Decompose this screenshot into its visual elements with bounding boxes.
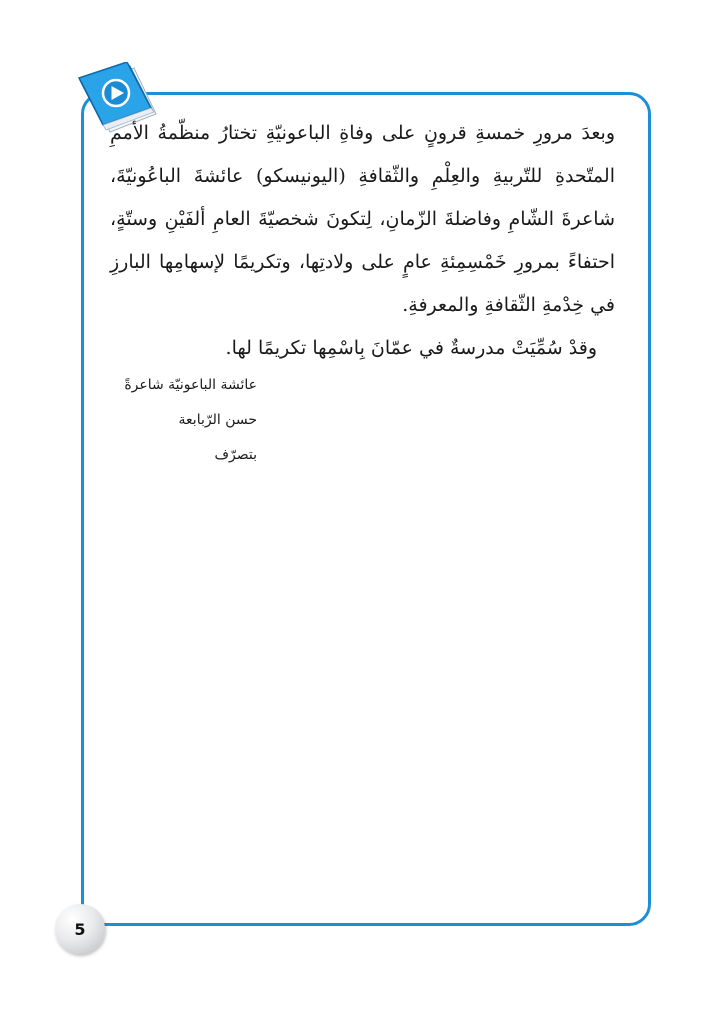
source-author: حسن الرّبابعة [178, 412, 257, 428]
source-note: بتصرّف [214, 447, 257, 463]
paragraph-unesco: وبعدَ مرورِ خمسةِ قرونٍ على وفاةِ الباعونيّةِ تختارُ منظّمةُ الأممِ المتّحدةِ للتّربيةِ والعِلْمِ والثّقافةِ (اليونيسكو) عائشةَ الباعُونيّةَ، شاعرةَ الشّامِ وفاضلةَ الزّمانِ، لِتكونَ شخصيّةَ العامِ ألفَيْنِ وستّةٍ، احتفاءً بمرورِ خَمْسِمِئةِ عامٍ على ولادتِها، وتكريمًا لإسهامِها البارزِ في خِدْمةِ الثّقافةِ والمعرفةِ. [110, 122, 615, 316]
source-citation [57, 368, 257, 473]
paragraph-school: وقدْ سُمِّيَتْ مدرسةٌ في عمّانَ بِاسْمِها تكريمًا لها. [225, 337, 597, 359]
article-body [110, 112, 615, 370]
source-title: عائشة الباعونيّة شاعرةً [124, 377, 257, 393]
page-number: 5 [55, 904, 105, 954]
